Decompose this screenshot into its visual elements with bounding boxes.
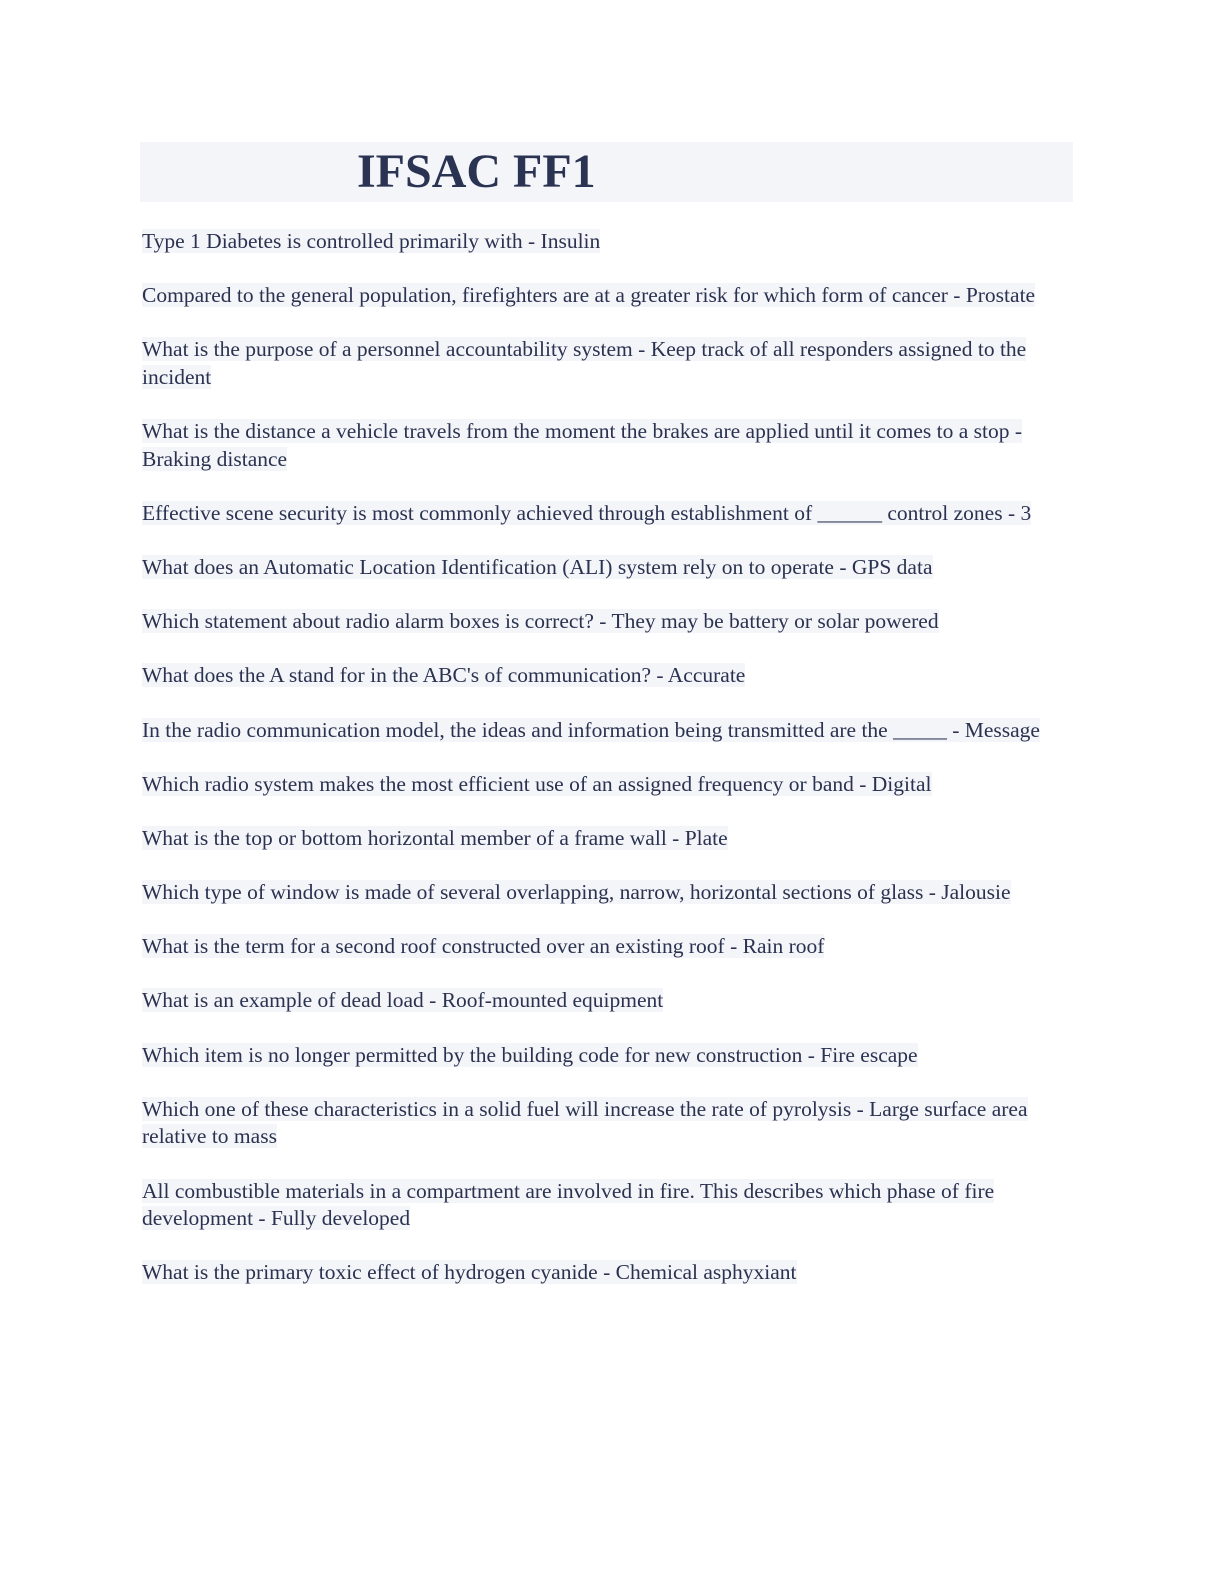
list-item	[142, 771, 1072, 799]
question-answer-text: Type 1 Diabetes is controlled primarily with - Insulin	[142, 229, 601, 253]
question-answer-list	[142, 228, 1072, 1313]
list-item	[142, 282, 1072, 310]
question-answer-text: Which item is no longer permitted by the building code for new construction - Fire escape	[142, 1042, 918, 1067]
list-item	[142, 554, 1072, 582]
list-item	[142, 500, 1072, 528]
list-item	[142, 228, 1072, 256]
question-answer-text: What is the distance a vehicle travels from the moment the brakes are applied until it comes to a stop - Braking distance	[142, 419, 1023, 471]
question-answer-text: Which radio system makes the most efficient use of an assigned frequency or band - Digital	[142, 771, 932, 796]
list-item	[142, 1096, 1072, 1151]
question-answer-text: What is the term for a second roof constructed over an existing roof - Rain roof	[142, 934, 825, 959]
question-answer-text: What does the A stand for in the ABC's of communication? - Accurate	[142, 663, 746, 688]
list-item	[142, 717, 1072, 745]
title-band	[140, 142, 1073, 202]
question-answer-text: Which one of these characteristics in a solid fuel will increase the rate of pyrolysis - Large surface area relative to mass	[142, 1096, 1028, 1149]
list-item	[142, 879, 1072, 907]
question-answer-text: Effective scene security is most commonly achieved through establishment of ______ control zones - 3	[142, 500, 1032, 525]
question-answer-text: What is the primary toxic effect of hydrogen cyanide - Chemical asphyxiant	[142, 1260, 797, 1285]
list-item	[142, 825, 1072, 853]
list-item	[142, 987, 1072, 1015]
list-item	[142, 1178, 1072, 1233]
question-answer-text: All combustible materials in a compartment are involved in fire. This describes which phase of fire development - Fully developed	[142, 1178, 995, 1230]
list-item	[142, 662, 1072, 690]
question-answer-text: Which type of window is made of several overlapping, narrow, horizontal sections of glass - Jalousie	[142, 880, 1011, 905]
question-answer-text: Which statement about radio alarm boxes is correct? - They may be battery or solar powered	[142, 609, 939, 634]
page-title: IFSAC FF1	[357, 145, 596, 198]
question-answer-text: What does an Automatic Location Identification (ALI) system rely on to operate - GPS data	[142, 554, 933, 579]
question-answer-text: In the radio communication model, the ideas and information being transmitted are the _____ - Message	[142, 717, 1040, 742]
list-item	[142, 1042, 1072, 1070]
list-item	[142, 608, 1072, 636]
question-answer-text: Compared to the general population, firefighters are at a greater risk for which form of cancer - Prostate	[142, 283, 1036, 308]
question-answer-text: What is the top or bottom horizontal member of a frame wall - Plate	[142, 825, 728, 850]
question-answer-text: What is the purpose of a personnel accountability system - Keep track of all responders assigned to the incident	[142, 337, 1027, 389]
list-item	[142, 418, 1072, 473]
list-item	[142, 336, 1072, 391]
question-answer-text: What is an example of dead load - Roof-mounted equipment	[142, 988, 664, 1013]
list-item	[142, 933, 1072, 961]
list-item	[142, 1259, 1072, 1287]
